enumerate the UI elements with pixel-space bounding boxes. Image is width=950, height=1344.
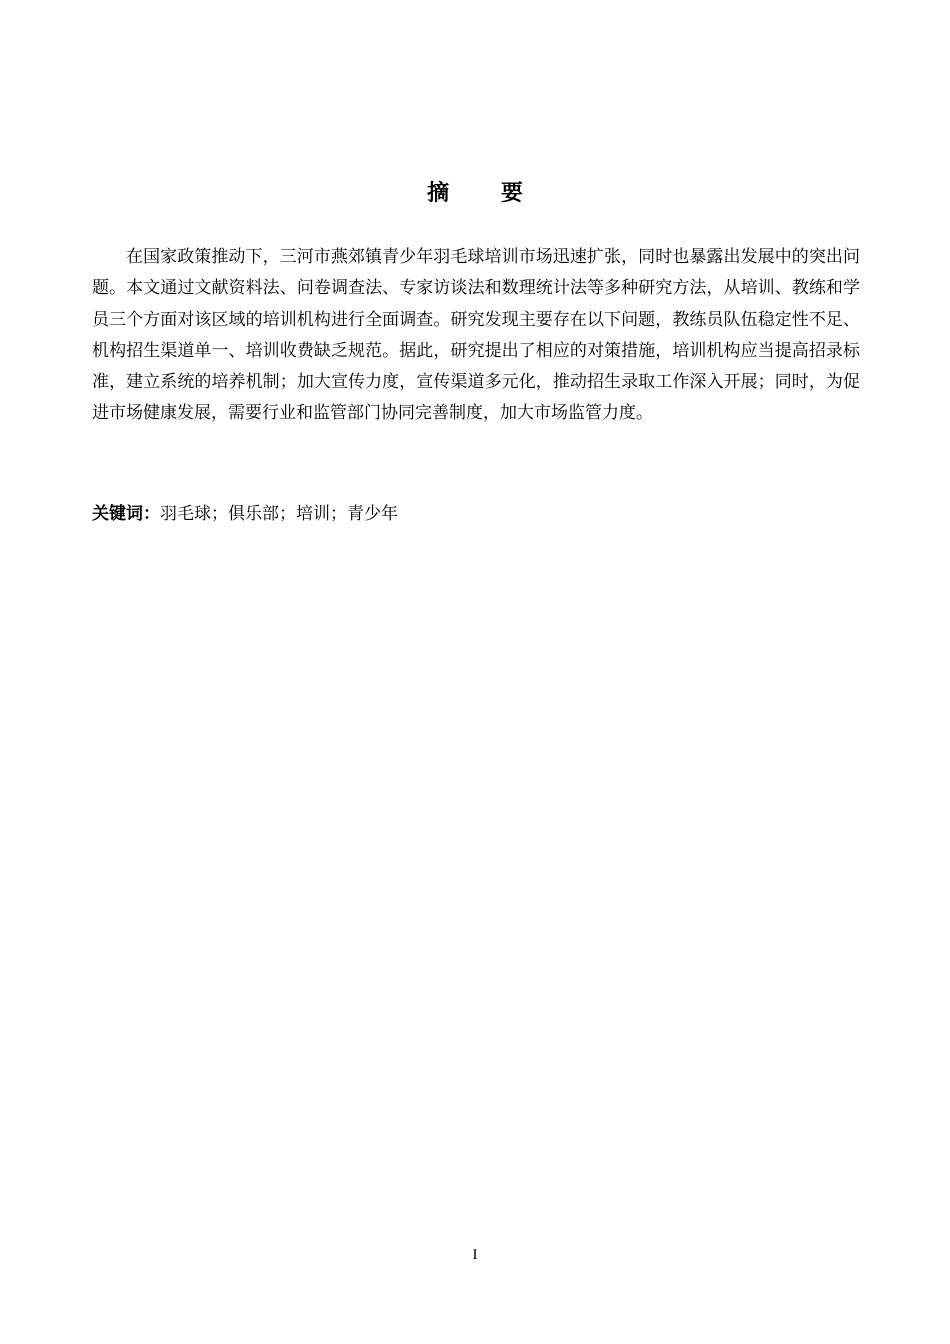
keywords-label: 关键词： [92, 504, 160, 524]
keywords-list: 羽毛球；俱乐部；培训；青少年 [160, 504, 398, 524]
keywords-line [92, 499, 860, 529]
page-number: I [472, 1247, 478, 1263]
abstract-body: 在国家政策推动下，三河市燕郊镇青少年羽毛球培训市场迅速扩张，同时也暴露出发展中的突出问题。本文通过文献资料法、问卷调查法、专家访谈法和数理统计法等多种研究方法，从培训、教练和学员三个方面对该区域的培训机构进行全面调查。研究发现主要存在以下问题，教练员队伍稳定性不足、机构招生渠道单一、培训收费缺乏规范。据此，研究提出了相应的对策措施，培训机构应当提高招录标准，建立系统的培养机制；加大宣传力度，宣传渠道多元化，推动招生录取工作深入开展；同时，为促进市场健康发展，需要行业和监管部门协同完善制度，加大市场监管力度。 [92, 247, 860, 424]
abstract-title: 摘 要 [427, 181, 545, 206]
